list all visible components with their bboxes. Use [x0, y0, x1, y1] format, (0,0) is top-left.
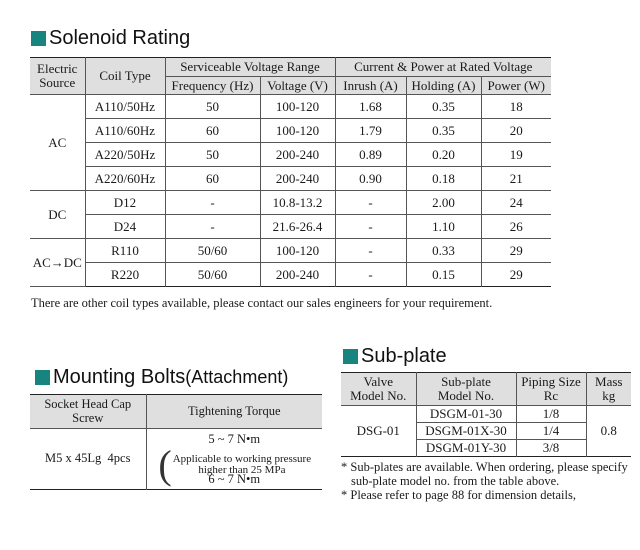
table-row: [30, 263, 551, 287]
holding-cell: 0.33: [406, 239, 481, 263]
source-cell-ac-dc: AC→DC: [30, 239, 85, 287]
col-frequency: Frequency (Hz): [165, 77, 260, 95]
power-cell: 26: [481, 215, 551, 239]
frequency-cell: 50/60: [165, 239, 260, 263]
col-group-current-power: Current & Power at Rated Voltage: [335, 58, 551, 77]
sub-plate-model-cell: DSGM-01X-30: [416, 423, 516, 440]
inrush-cell: 1.79: [335, 119, 406, 143]
table-row: [30, 239, 551, 263]
inrush-cell: 0.89: [335, 143, 406, 167]
mounting-bolts-title: Mounting Bolts: [53, 366, 186, 388]
table-row: [30, 167, 551, 191]
sub-plate-notes: [341, 460, 637, 502]
col-tightening-torque: Tightening Torque: [146, 395, 322, 429]
torque-note-line1: Applicable to working pressure: [172, 453, 312, 465]
sub-plate-model-cell: DSGM-01-30: [416, 406, 516, 423]
power-cell: 20: [481, 119, 551, 143]
solenoid-rating-heading: [31, 27, 190, 50]
holding-cell: 0.18: [406, 167, 481, 191]
power-cell: 18: [481, 95, 551, 119]
table-row: [30, 429, 322, 490]
col-voltage: Voltage (V): [260, 77, 335, 95]
sub-plate-note-2: * Please refer to page 88 for dimension details,: [341, 488, 576, 502]
piping-size-cell: 3/8: [516, 440, 586, 457]
teal-square-bullet-icon: [343, 349, 358, 364]
screw-value: M5 x 45Lg 4pcs: [30, 429, 146, 490]
col-inrush: Inrush (A): [335, 77, 406, 95]
torque-note-line2: higher than 25 MPa: [198, 464, 286, 476]
holding-cell: 2.00: [406, 191, 481, 215]
sub-plate-model-cell: DSGM-01Y-30: [416, 440, 516, 457]
col-valve-model: Valve Model No.: [341, 373, 416, 406]
col-socket-head-cap-screw: Socket Head Cap Screw: [30, 395, 146, 429]
torque-cell: [146, 429, 322, 490]
torque-top: 5 ~ 7 N•m: [208, 431, 261, 446]
solenoid-rating-table: [30, 57, 551, 287]
sub-plate-heading: [343, 345, 447, 368]
solenoid-rating-title: Solenoid Rating: [49, 27, 191, 49]
coil-cell: A220/50Hz: [85, 143, 165, 167]
holding-cell: 0.35: [406, 119, 481, 143]
inrush-cell: -: [335, 263, 406, 287]
inrush-cell: 0.90: [335, 167, 406, 191]
coil-cell: R110: [85, 239, 165, 263]
power-cell: 29: [481, 239, 551, 263]
voltage-cell: 100-120: [260, 239, 335, 263]
col-sub-plate-model: Sub-plate Model No.: [416, 373, 516, 406]
power-cell: 29: [481, 263, 551, 287]
frequency-cell: -: [165, 215, 260, 239]
holding-cell: 0.35: [406, 95, 481, 119]
voltage-cell: 200-240: [260, 167, 335, 191]
frequency-cell: 50: [165, 143, 260, 167]
voltage-cell: 100-120: [260, 95, 335, 119]
table-row: [341, 406, 631, 423]
holding-cell: 0.15: [406, 263, 481, 287]
sub-plate-note-1a: * Sub-plates are available. When ordering, please specify: [341, 460, 628, 474]
sub-plate-table: [341, 372, 631, 457]
solenoid-note: There are other coil types available, please contact our sales engineers for your requirement.: [31, 296, 493, 310]
voltage-cell: 200-240: [260, 143, 335, 167]
col-coil-type: Coil Type: [85, 58, 165, 95]
holding-cell: 1.10: [406, 215, 481, 239]
voltage-cell: 100-120: [260, 119, 335, 143]
coil-cell: A110/50Hz: [85, 95, 165, 119]
frequency-cell: 50/60: [165, 263, 260, 287]
inrush-cell: -: [335, 191, 406, 215]
frequency-cell: 60: [165, 167, 260, 191]
voltage-cell: 21.6-26.4: [260, 215, 335, 239]
frequency-cell: 60: [165, 119, 260, 143]
col-power: Power (W): [481, 77, 551, 95]
sub-plate-title: Sub-plate: [361, 345, 447, 367]
table-row: [30, 119, 551, 143]
source-cell-ac: AC: [30, 95, 85, 191]
power-cell: 21: [481, 167, 551, 191]
frequency-cell: 50: [165, 95, 260, 119]
voltage-cell: 200-240: [260, 263, 335, 287]
piping-size-cell: 1/8: [516, 406, 586, 423]
power-cell: 19: [481, 143, 551, 167]
teal-square-bullet-icon: [31, 31, 46, 46]
coil-cell: A110/60Hz: [85, 119, 165, 143]
power-cell: 24: [481, 191, 551, 215]
col-holding: Holding (A): [406, 77, 481, 95]
mass-cell: 0.8: [586, 406, 631, 457]
inrush-cell: 1.68: [335, 95, 406, 119]
mounting-bolts-subtitle: (Attachment): [185, 367, 289, 387]
valve-model-cell: DSG-01: [341, 406, 416, 457]
table-row: [30, 191, 551, 215]
coil-cell: D24: [85, 215, 165, 239]
inrush-cell: -: [335, 239, 406, 263]
table-row: [30, 95, 551, 119]
source-cell-dc: DC: [30, 191, 85, 239]
coil-cell: R220: [85, 263, 165, 287]
mounting-bolts-table: [30, 394, 322, 490]
col-piping-size: Piping Size Rc: [516, 373, 586, 406]
left-paren-glyph: (: [158, 442, 172, 487]
col-group-voltage-range: Serviceable Voltage Range: [165, 58, 335, 77]
voltage-cell: 10.8-13.2: [260, 191, 335, 215]
table-row: [30, 215, 551, 239]
teal-square-bullet-icon: [35, 370, 50, 385]
coil-cell: A220/60Hz: [85, 167, 165, 191]
mounting-bolts-heading: [35, 366, 288, 389]
torque-bottom: 6 ~ 7 N•m: [208, 472, 261, 486]
col-electric-source: Electric Source: [30, 58, 85, 95]
table-row: [30, 143, 551, 167]
holding-cell: 0.20: [406, 143, 481, 167]
piping-size-cell: 1/4: [516, 423, 586, 440]
sub-plate-note-1b: sub-plate model no. from the table above.: [351, 474, 560, 488]
col-mass: Mass kg: [586, 373, 631, 406]
inrush-cell: -: [335, 215, 406, 239]
coil-cell: D12: [85, 191, 165, 215]
frequency-cell: -: [165, 191, 260, 215]
